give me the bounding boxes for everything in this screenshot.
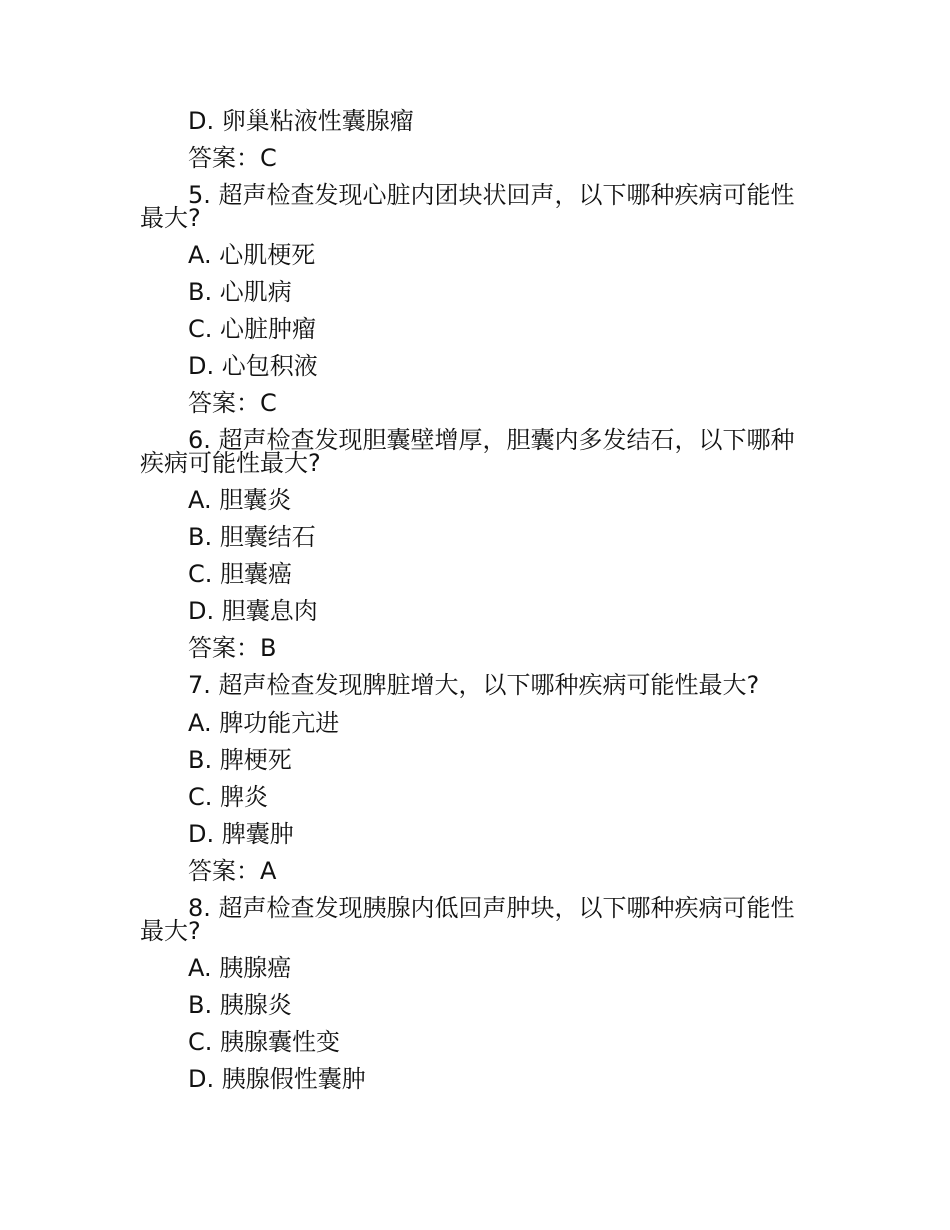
option-8a: A. 胰腺癌: [188, 954, 292, 982]
answer-7: 答案：A: [188, 857, 277, 885]
option-6c: C. 胆囊癌: [188, 560, 293, 588]
option-6d: D. 胆囊息肉: [188, 597, 318, 625]
answer-6: 答案：B: [188, 634, 277, 662]
option-7c: C. 脾炎: [188, 783, 269, 811]
answer-4: 答案：C: [188, 144, 277, 172]
option-6b: B. 胆囊结石: [188, 523, 316, 551]
question-7: 7. 超声检查发现脾脏增大，以下哪种疾病可能性最大?: [188, 671, 760, 699]
option-8b: B. 胰腺炎: [188, 991, 292, 1019]
option-5c: C. 心脏肿瘤: [188, 315, 317, 343]
option-7a: A. 脾功能亢进: [188, 709, 340, 737]
option-4d: D. 卵巢粘液性囊腺瘤: [188, 107, 414, 135]
option-7b: B. 脾梗死: [188, 746, 292, 774]
question-8-continuation: 最大?: [140, 917, 201, 945]
option-5a: A. 心肌梗死: [188, 241, 316, 269]
option-6a: A. 胆囊炎: [188, 486, 292, 514]
question-6: 6. 超声检查发现胆囊壁增厚，胆囊内多发结石，以下哪种: [188, 426, 795, 454]
question-5-continuation: 最大?: [140, 204, 201, 232]
answer-5: 答案：C: [188, 389, 277, 417]
option-8d: D. 胰腺假性囊肿: [188, 1065, 366, 1093]
question-5: 5. 超声检查发现心脏内团块状回声，以下哪种疾病可能性: [188, 181, 795, 209]
question-8: 8. 超声检查发现胰腺内低回声肿块，以下哪种疾病可能性: [188, 894, 795, 922]
option-5d: D. 心包积液: [188, 352, 318, 380]
option-5b: B. 心肌病: [188, 278, 292, 306]
option-7d: D. 脾囊肿: [188, 820, 294, 848]
question-6-continuation: 疾病可能性最大?: [140, 449, 321, 477]
option-8c: C. 胰腺囊性变: [188, 1028, 341, 1056]
